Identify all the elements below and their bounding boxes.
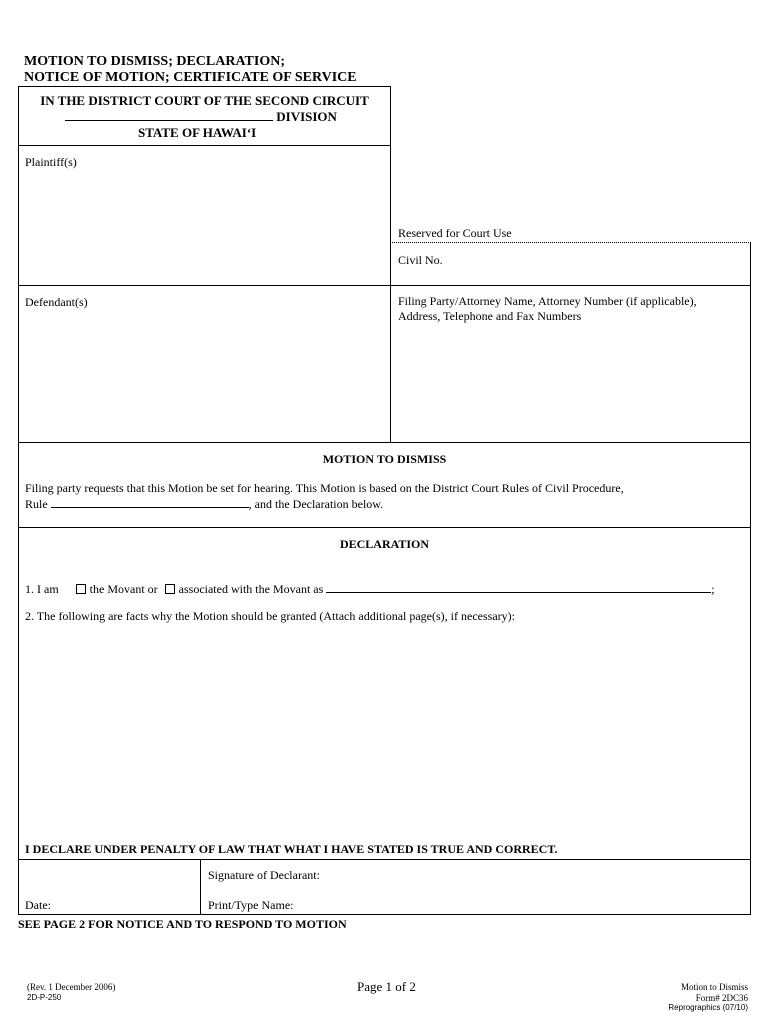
- division-blank[interactable]: [65, 109, 273, 121]
- signature-divider: [200, 859, 201, 914]
- civil-no-label: Civil No.: [398, 253, 443, 267]
- table-right-border: [750, 242, 751, 914]
- division-line: [65, 109, 337, 125]
- motion-text-suffix: , and the Declaration below.: [248, 497, 384, 511]
- declaration-heading: DECLARATION: [339, 537, 430, 551]
- facts-area[interactable]: [25, 628, 743, 828]
- defendant-label: Defendant(s): [25, 295, 88, 309]
- date-label: Date:: [25, 898, 51, 912]
- associated-option-label: associated with the Movant as: [178, 582, 324, 596]
- court-box-right-border: [390, 86, 391, 442]
- division-label: DIVISION: [276, 109, 337, 124]
- filing-party-line1: Filing Party/Attorney Name, Attorney Number (if applicable),: [398, 294, 697, 308]
- reserved-label: Reserved for Court Use: [398, 226, 512, 240]
- footer-repro: Reprographics (07/10): [668, 1003, 748, 1012]
- plaintiff-label: Plaintiff(s): [25, 155, 77, 169]
- penalty-statement: I DECLARE UNDER PENALTY OF LAW THAT WHAT I HAVE STATED IS TRUE AND CORRECT.: [25, 842, 558, 856]
- state-name: STATE OF HAWAI‘I: [138, 125, 257, 140]
- filing-party-line2: Address, Telephone and Fax Numbers: [398, 309, 582, 323]
- form-title-line1: MOTION TO DISMISS; DECLARATION;: [24, 54, 285, 69]
- print-name-label: Print/Type Name:: [208, 898, 294, 912]
- movant-option-label: the Movant or: [89, 582, 158, 596]
- associated-checkbox[interactable]: [165, 584, 175, 594]
- item1-end: ;: [711, 582, 715, 596]
- reserved-dotted-line: [390, 242, 751, 243]
- motion-declaration-divider: [18, 527, 751, 528]
- court-header-divider: [18, 145, 391, 146]
- table-bottom-border: [18, 914, 751, 915]
- motion-text-line1: Filing party requests that this Motion be set for hearing. This Motion is based on the District Court Rules of Civil Procedure,: [25, 481, 624, 495]
- footer-code: 2D-P-250: [27, 993, 62, 1002]
- association-blank[interactable]: [326, 581, 711, 593]
- court-box-top-line: [18, 86, 391, 87]
- rule-label: Rule: [25, 497, 48, 511]
- declaration-item2: 2. The following are facts why the Motion should be granted (Attach additional page(s), if necessary):: [25, 609, 515, 623]
- footer-form-number: Form# 2DC36: [695, 993, 748, 1003]
- court-name: IN THE DISTRICT COURT OF THE SECOND CIRCUIT: [40, 93, 369, 108]
- footer-form-name: Motion to Dismiss: [680, 982, 748, 992]
- parties-motion-divider: [18, 442, 751, 443]
- movant-checkbox[interactable]: [76, 584, 86, 594]
- see-page2-notice: SEE PAGE 2 FOR NOTICE AND TO RESPOND TO MOTION: [18, 917, 347, 931]
- penalty-divider: [18, 859, 751, 860]
- motion-text-line2: [25, 496, 383, 512]
- table-left-border: [18, 86, 19, 914]
- signature-label: Signature of Declarant:: [208, 868, 320, 882]
- plaintiff-defendant-divider: [18, 285, 751, 286]
- rule-blank[interactable]: [51, 496, 249, 508]
- item1-prefix: 1. I am: [25, 582, 59, 596]
- motion-heading: MOTION TO DISMISS: [322, 452, 447, 466]
- declaration-item1: [25, 581, 715, 597]
- form-title-line2: NOTICE OF MOTION; CERTIFICATE OF SERVICE: [24, 70, 357, 85]
- footer-rev: (Rev. 1 December 2006): [27, 982, 116, 992]
- footer-page: Page 1 of 2: [357, 979, 416, 994]
